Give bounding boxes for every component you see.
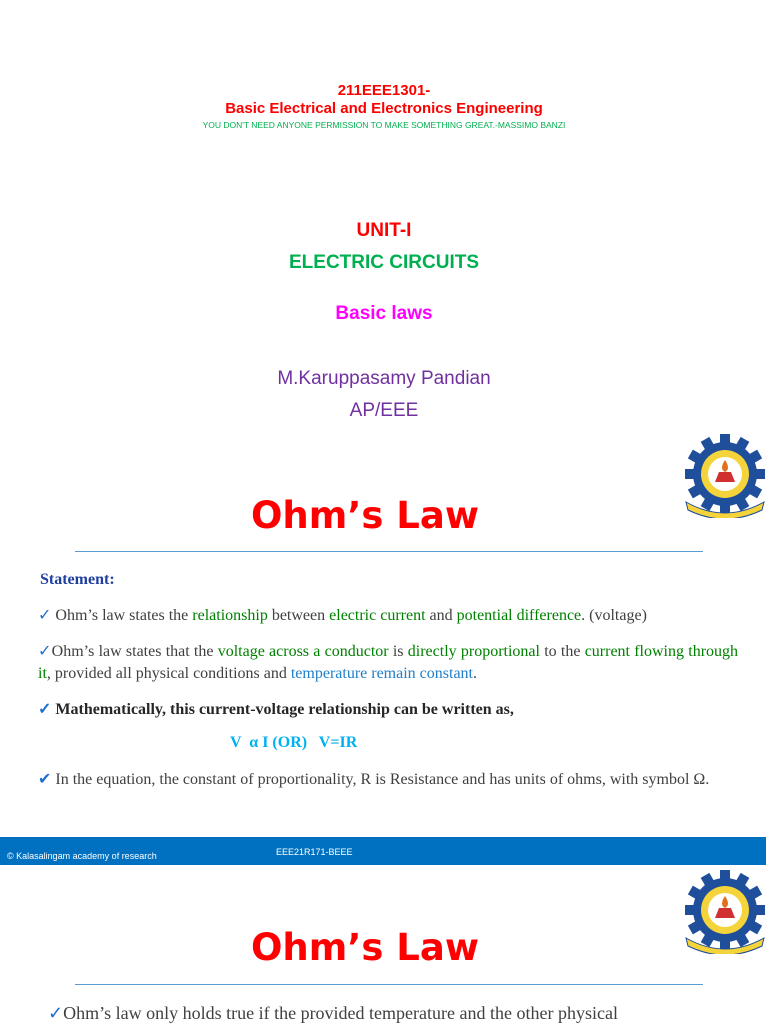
bullet-resistance: ✔ In the equation, the constant of proportionality, R is Resistance and has units of ohms, with symbol Ω. bbox=[38, 771, 710, 788]
unit-label: UNIT-I bbox=[356, 220, 412, 241]
check-icon: ✓ bbox=[38, 701, 52, 718]
footer-bar bbox=[0, 837, 766, 865]
check-icon: ✓ bbox=[48, 1003, 64, 1023]
title-divider bbox=[75, 984, 703, 985]
author-designation: AP/EEE bbox=[349, 400, 419, 421]
statement-label: Statement: bbox=[40, 571, 115, 588]
slide-title: Ohm’s Law bbox=[250, 494, 480, 537]
title-divider bbox=[75, 551, 703, 552]
author-name: M.Karuppasamy Pandian bbox=[277, 368, 491, 389]
footer-course-code: EEE21R171-BEEE bbox=[276, 847, 353, 857]
topic: Basic laws bbox=[335, 303, 433, 324]
check-icon: ✔ bbox=[38, 771, 52, 788]
footer-copyright: © Kalasalingam academy of research bbox=[7, 851, 157, 861]
ohms-law-formula: V α I (OR) V=IR bbox=[230, 734, 358, 751]
check-icon: ✓ bbox=[38, 607, 52, 624]
quote: YOU DON'T NEED ANYONE PERMISSION TO MAKE SOMETHING GREAT.-MASSIMO BANZI bbox=[202, 120, 566, 130]
course-title: Basic Electrical and Electronics Engineering bbox=[225, 100, 543, 117]
check-icon: ✓ bbox=[38, 643, 52, 660]
course-code: 211EEE1301- bbox=[337, 82, 431, 99]
bullet-mathematically: ✓ Mathematically, this current-voltage relationship can be written as, bbox=[38, 701, 514, 718]
unit-name: ELECTRIC CIRCUITS bbox=[289, 252, 479, 273]
bullet-relationship: ✓ Ohm’s law states the relationship between electric current and potential difference. (voltage) bbox=[38, 607, 647, 624]
slide-title: Ohm’s Law bbox=[250, 926, 480, 969]
bullet-proportional: ✓Ohm’s law states that the voltage across a conductor is directly proportional to the current flowing through it, provided all physical conditions and temperature remain constant. bbox=[38, 643, 739, 682]
bullet-ohms-law-conditions: ✓Ohm’s law only holds true if the provided temperature and the other physical bbox=[48, 1003, 618, 1023]
